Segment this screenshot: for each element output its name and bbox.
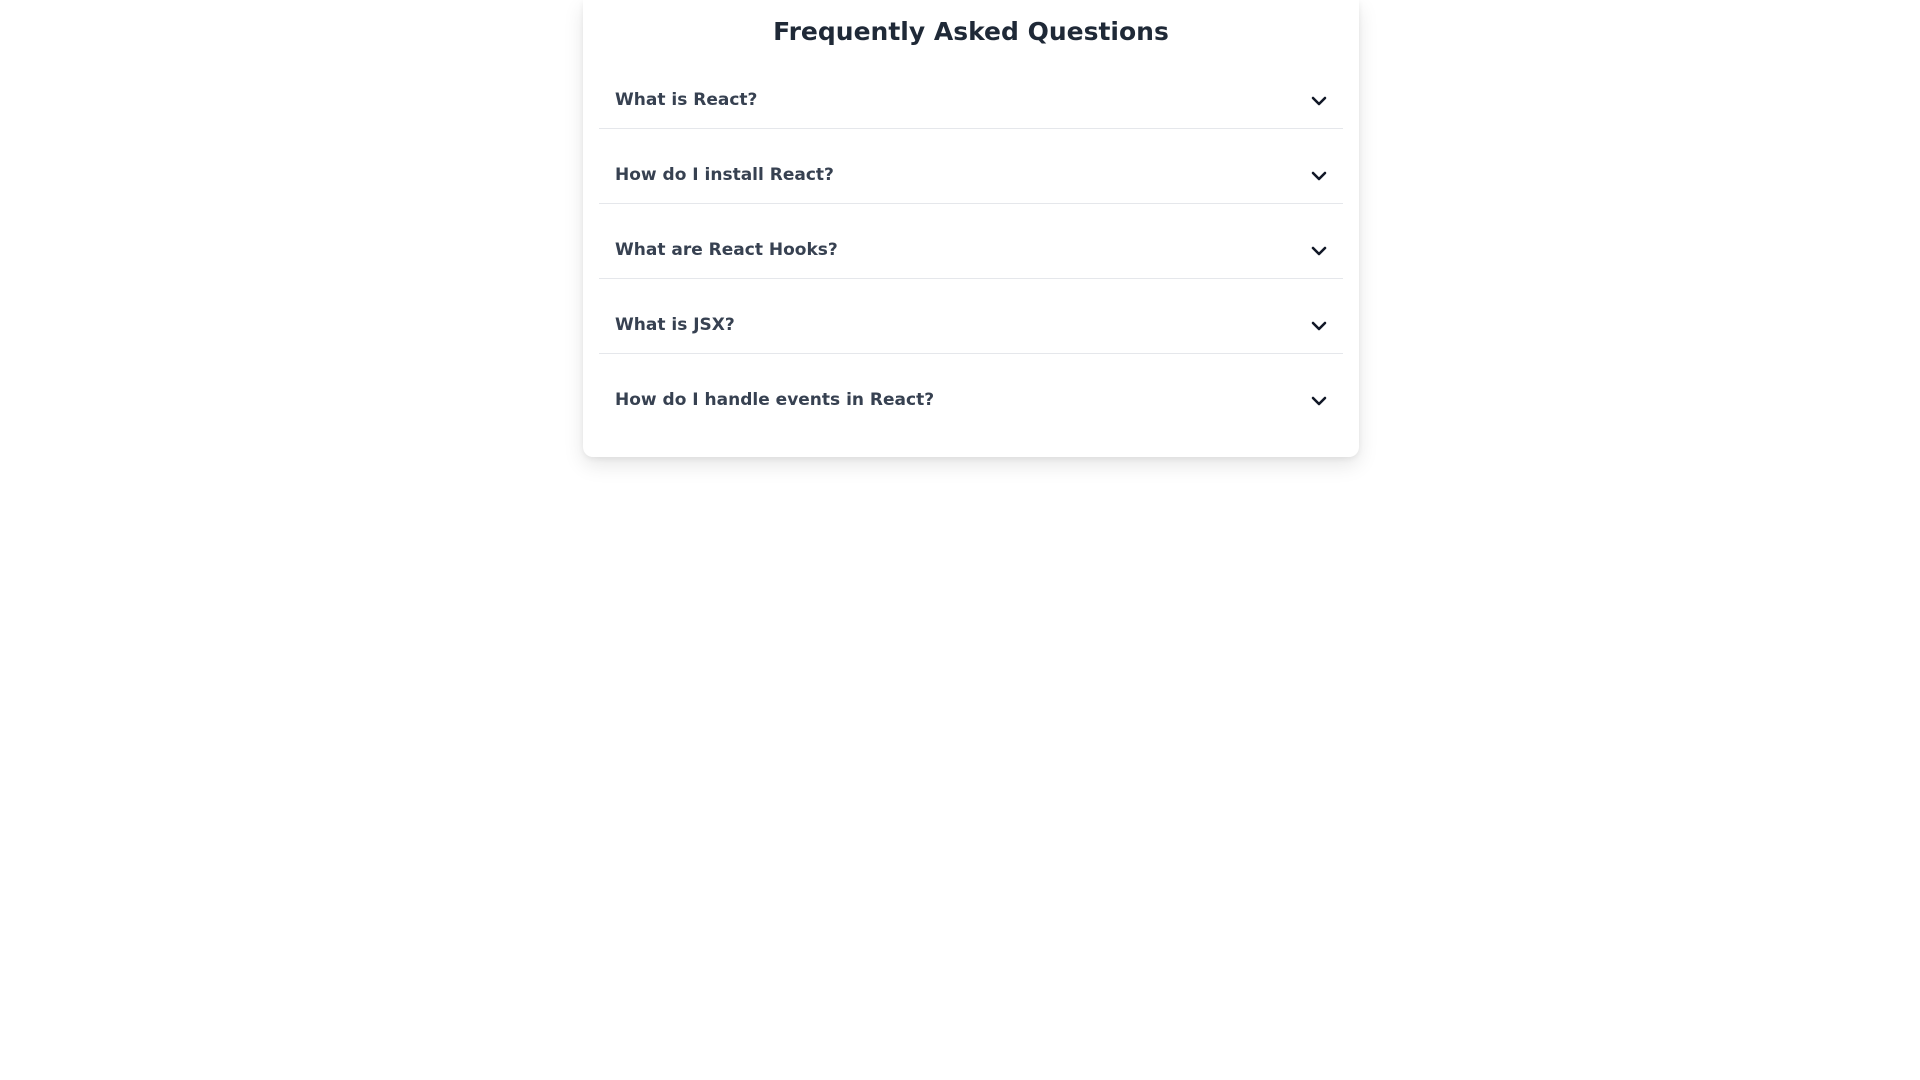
faq-list (599, 74, 1343, 448)
faq-item-what-is-react[interactable] (599, 74, 1343, 129)
chevron-down-icon[interactable] (1309, 166, 1329, 186)
faq-question: How do I install React? (615, 165, 834, 185)
faq-question: What are React Hooks? (615, 240, 838, 260)
faq-card (583, 0, 1359, 457)
faq-item-handle-events[interactable] (599, 374, 1343, 428)
chevron-down-icon[interactable] (1309, 391, 1329, 411)
faq-item-what-is-jsx[interactable] (599, 299, 1343, 354)
chevron-down-icon[interactable] (1309, 316, 1329, 336)
faq-question: What is JSX? (615, 315, 735, 335)
chevron-down-icon[interactable] (1309, 241, 1329, 261)
faq-question: How do I handle events in React? (615, 390, 935, 410)
faq-title: Frequently Asked Questions (773, 17, 1169, 46)
faq-item-react-hooks[interactable] (599, 224, 1343, 279)
chevron-down-icon[interactable] (1309, 91, 1329, 111)
faq-question: What is React? (615, 90, 758, 110)
faq-item-install-react[interactable] (599, 149, 1343, 204)
